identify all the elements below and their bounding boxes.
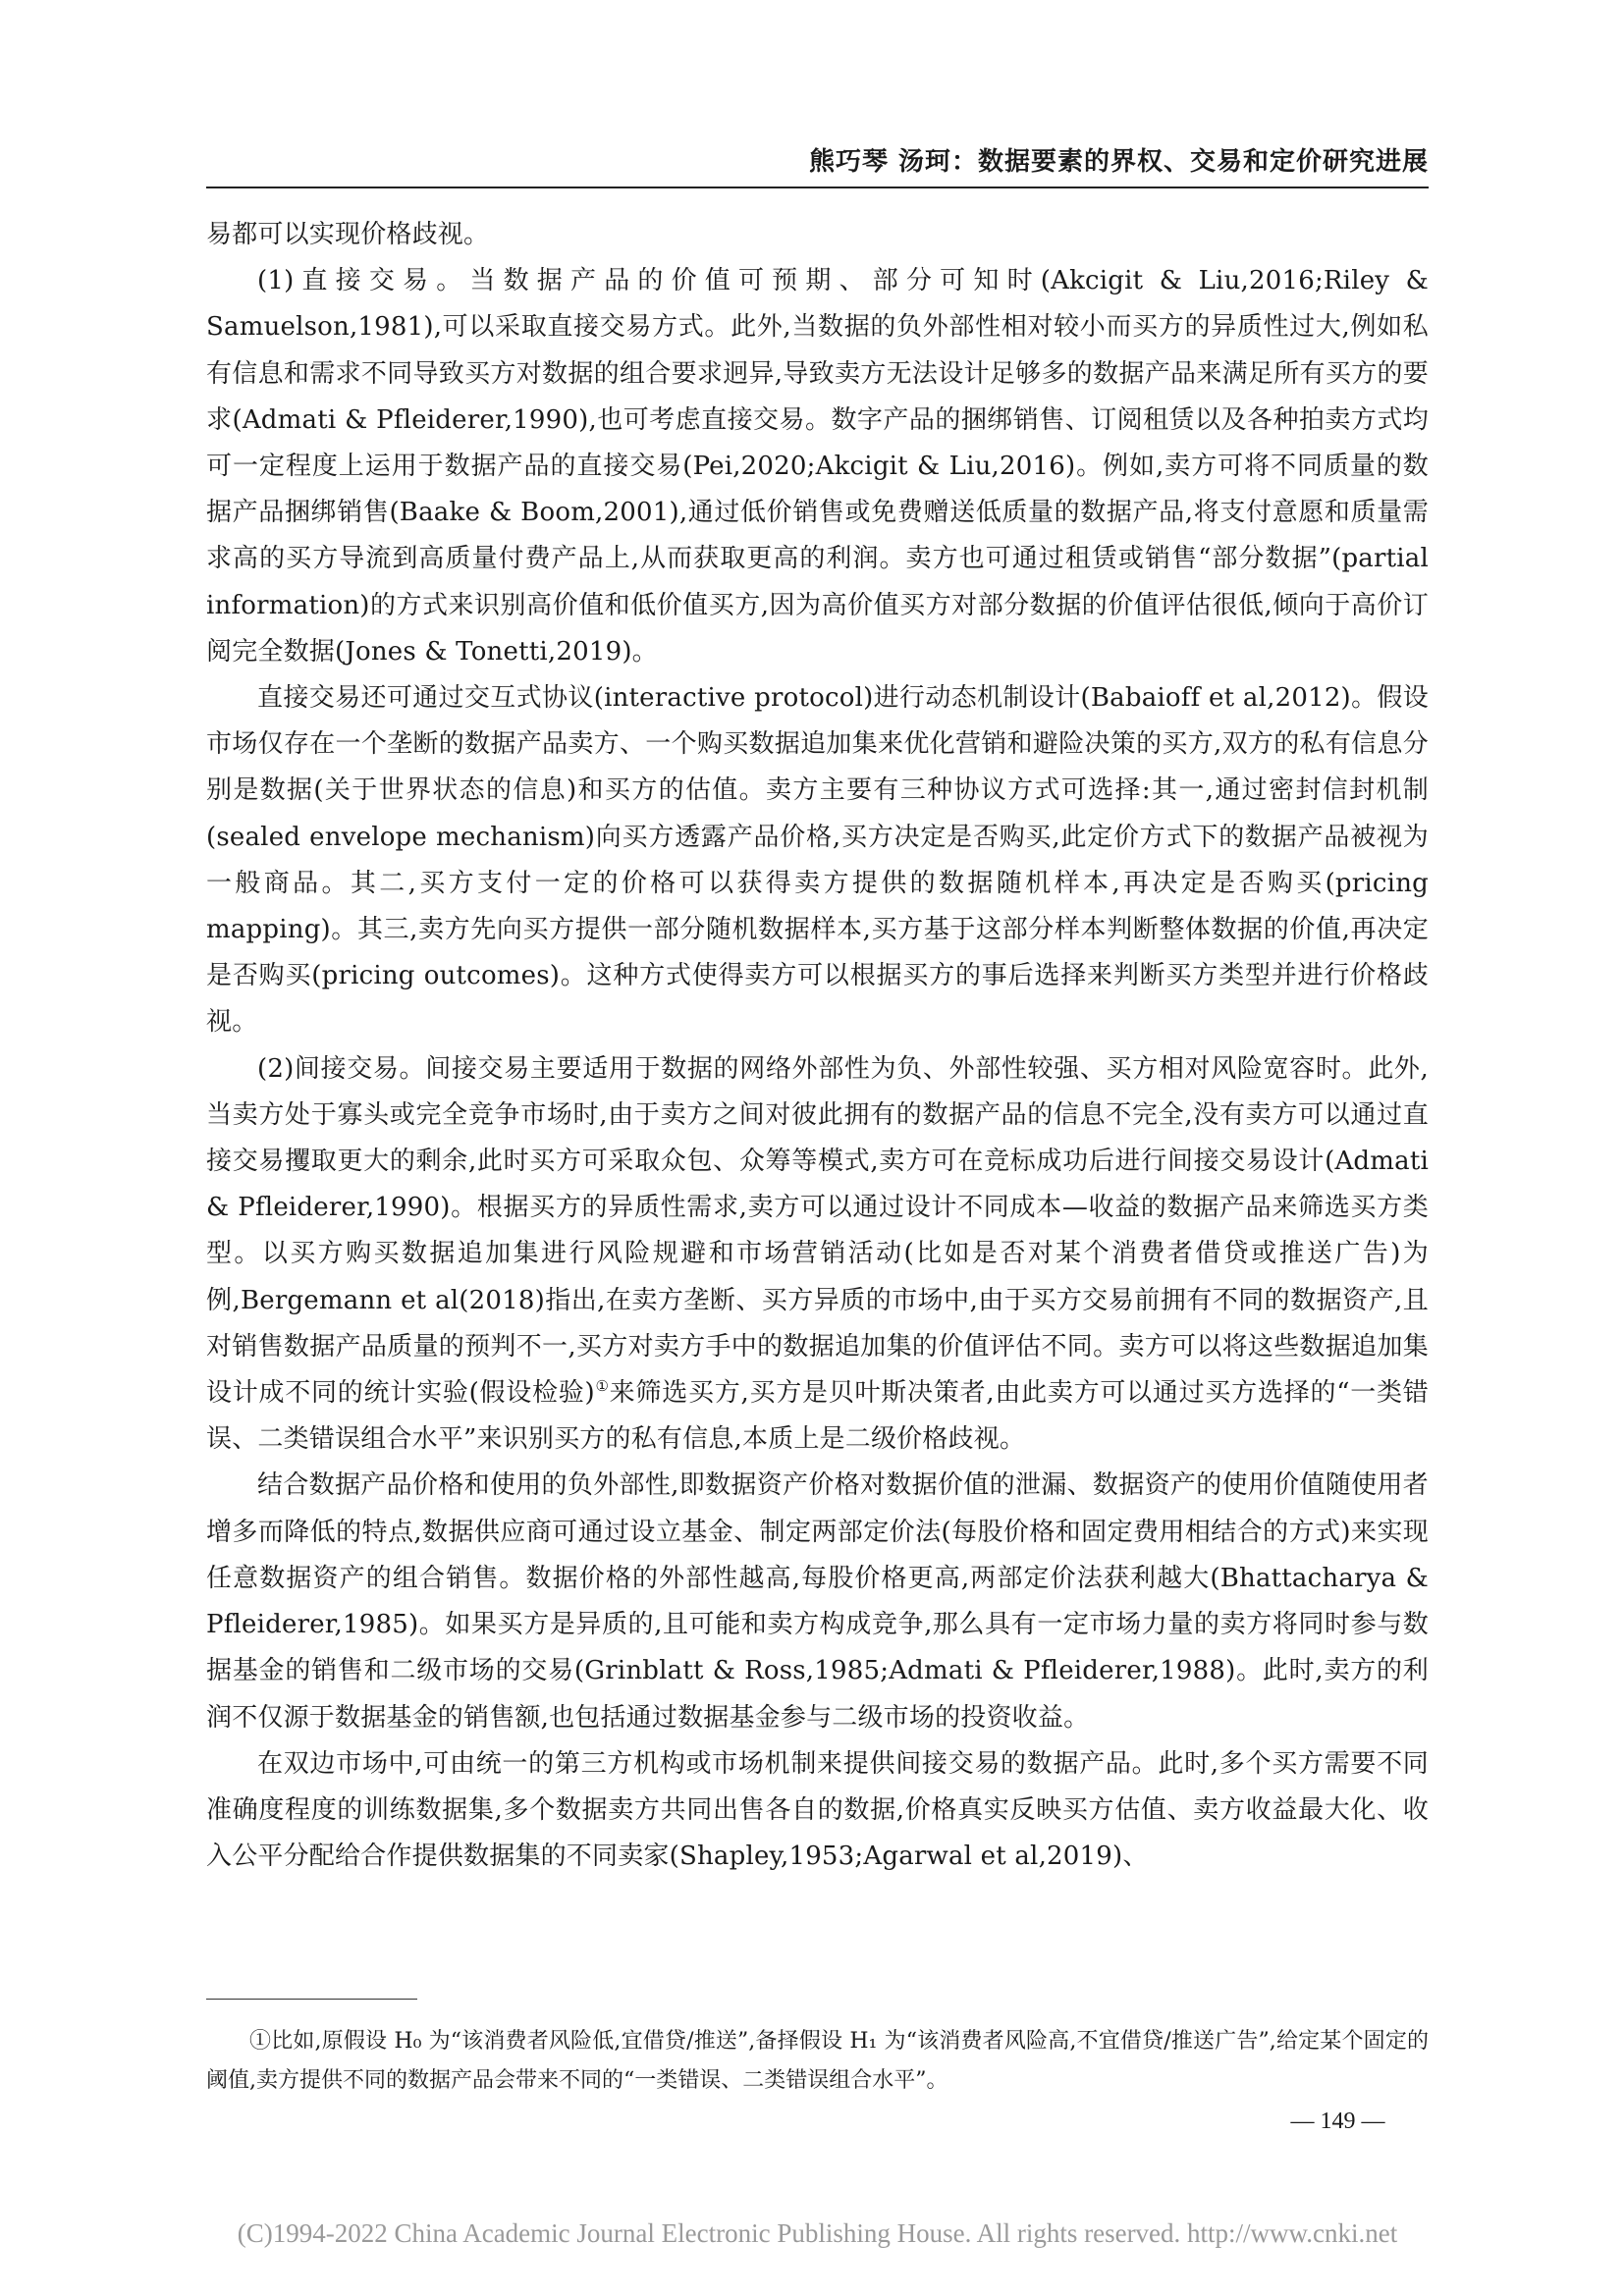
- paragraph-indirect-trade-text: (2)间接交易。间接交易主要适用于数据的网络外部性为负、外部性较强、买方相对风险宽容时。此外,当卖方处于寡头或完全竞争市场时,由于卖方之间对彼此拥有的数据产品的信息不完全,没有卖方可以通过直接交易攫取更大的剩余,此时买方可采取众包、众筹等模式,卖方可在竞标成功后进行间接交易设计(Admati & Pfleiderer,1990)。根据买方的异质性需求,卖方可以通过设计不同成本—收益的数据产品来筛选买方类型。以买方购买数据追加集进行风险规避和市场营销活动(比如是否对某个消费者借贷或推送广告)为例,Bergemann et al(2018)指出,在卖方垄断、买方异质的市场中,由于买方交易前拥有不同的数据资产,且对销售数据产品质量的预判不一,买方对卖方手中的数据追加集的价值评估不同。卖方可以将这些数据追加集设计成不同的统计实验(假设检验): [206, 1053, 1429, 1409]
- running-header: 熊巧琴 汤珂：数据要素的界权、交易和定价研究进展: [808, 147, 1429, 177]
- footnote-rule: [206, 1999, 417, 2000]
- copyright-watermark: (C)1994-2022 China Academic Journal Electronic Publishing House. All rights reserved. http://www.cnki.net: [237, 2218, 1398, 2248]
- paragraph-indirect-trade-tail: 来筛选买方,买方是贝叶斯决策者,由此卖方可以通过买方选择的“一类错误、二类错误组合水平”来识别买方的私有信息,本质上是二级价格歧视。: [206, 1378, 1429, 1455]
- paragraph-indirect-trade: [206, 1046, 1429, 1464]
- header-rule: [206, 187, 1429, 188]
- paragraph-interactive-protocol: 直接交易还可通过交互式协议(interactive protocol)进行动态机制设计(Babaioff et al,2012)。假设市场仅存在一个垄断的数据产品卖方、一个购买数据追加集来优化营销和避险决策的买方,双方的私有信息分别是数据(关于世界状态的信息)和买方的估值。卖方主要有三种协议方式可选择:其一,通过密封信封机制(sealed envelope mechanism)向买方透露产品价格,买方决定是否购买,此定价方式下的数据产品被视为一般商品。其二,买方支付一定的价格可以获得卖方提供的数据随机样本,再决定是否购买(pricing mapping)。其三,卖方先向买方提供一部分随机数据样本,买方基于这部分样本判断整体数据的价值,再决定是否购买(pricing outcomes)。这种方式使得卖方可以根据买方的事后选择来判断买方类型并进行价格歧视。: [206, 683, 1429, 1038]
- paragraph-two-part-pricing: 结合数据产品价格和使用的负外部性,即数据资产价格对数据价值的泄漏、数据资产的使用价值随使用者增多而降低的特点,数据供应商可通过设立基金、制定两部定价法(每股价格和固定费用相结合的方式)来实现任意数据资产的组合销售。数据价格的外部性越高,每股价格更高,两部定价法获利越大(Bhattacharya & Pfleiderer,1985)。如果买方是异质的,且可能和卖方构成竞争,那么具有一定市场力量的卖方将同时参与数据基金的销售和二级市场的交易(Grinblatt & Ross,1985;Admati & Pfleiderer,1988)。此时,卖方的利润不仅源于数据基金的销售额,也包括通过数据基金参与二级市场的投资收益。: [206, 1470, 1429, 1733]
- footnote: ①比如,原假设 H₀ 为“该消费者风险低,宜借贷/推送”,备择假设 H₁ 为“该消费者风险高,不宜借贷/推送广告”,给定某个固定的阈值,卖方提供不同的数据产品会带来不同的“一类错误、二类错误组合水平”。: [206, 2029, 1429, 2093]
- article-body: [206, 212, 1429, 1880]
- paragraph-two-sided-market: 在双边市场中,可由统一的第三方机构或市场机制来提供间接交易的数据产品。此时,多个买方需要不同准确度程度的训练数据集,多个数据卖方共同出售各自的数据,价格真实反映买方估值、卖方收益最大化、收入公平分配给合作提供数据集的不同卖家(Shapley,1953;Agarwal et al,2019)、: [206, 1748, 1429, 1872]
- paragraph-continuation: 易都可以实现价格歧视。: [206, 220, 490, 249]
- footnote-marker[interactable]: ①: [594, 1377, 610, 1396]
- paragraph-direct-trade: (1)直接交易。当数据产品的价值可预期、部分可知时(Akcigit & Liu,2016;Riley & Samuelson,1981),可以采取直接交易方式。此外,当数据的负外部性相对较小而买方的异质性过大,例如私有信息和需求不同导致买方对数据的组合要求迥异,导致卖方无法设计足够多的数据产品来满足所有买方的要求(Admati & Pfleiderer,1990),也可考虑直接交易。数字产品的捆绑销售、订阅租赁以及各种拍卖方式均可一定程度上运用于数据产品的直接交易(Pei,2020;Akcigit & Liu,2016)。例如,卖方可将不同质量的数据产品捆绑销售(Baake & Boom,2001),通过低价销售或免费赠送低质量的数据产品,将支付意愿和质量需求高的买方导流到高质量付费产品上,从而获取更高的利润。卖方也可通过租赁或销售“部分数据”(partial information)的方式来识别高价值和低价值买方,因为高价值买方对部分数据的价值评估很低,倾向于高价订阅完全数据(Jones & Tonetti,2019)。: [206, 266, 1429, 667]
- page-number: — 149 —: [1290, 2109, 1385, 2134]
